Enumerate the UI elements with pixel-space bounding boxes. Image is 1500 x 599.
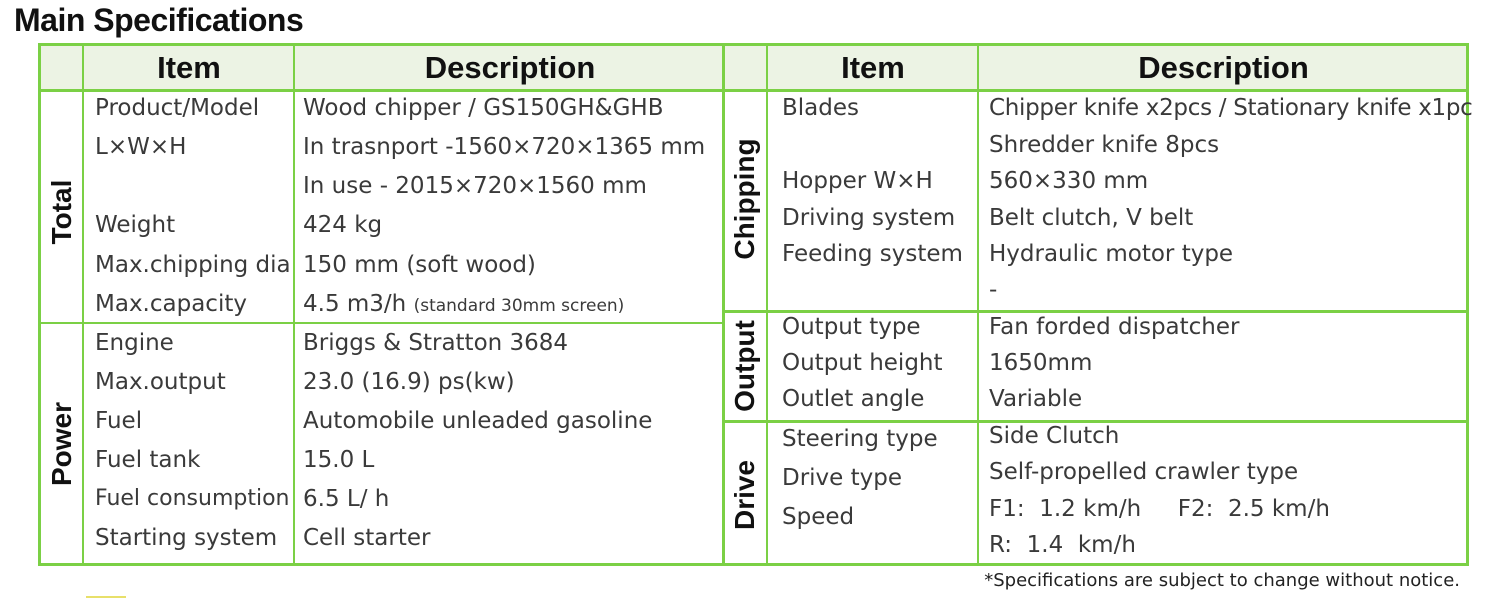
left-col-divider-1 (82, 46, 84, 564)
left-header-description: Description (424, 50, 596, 85)
page-title: Main Specifications (14, 2, 304, 38)
footnote: *Specifications are subject to change without notice. (984, 570, 1460, 591)
spec-desc: Variable (989, 386, 1083, 412)
spec-desc: In use - 2015×720×1560 mm (303, 173, 647, 199)
spec-desc-value: 4.5 m3/h (303, 291, 407, 317)
spec-item: Product/Model (95, 95, 260, 121)
spec-desc: 150 mm (soft wood) (303, 252, 536, 278)
spec-desc: Shredder knife 8pcs (989, 132, 1220, 158)
spec-desc-note: (standard 30mm screen) (413, 296, 625, 316)
spec-desc: Chipper knife x2pcs / Stationary knife x1pc (989, 95, 1473, 121)
section-label-power: Power (46, 401, 77, 487)
right-col-divider-1 (766, 46, 768, 564)
spec-item: L×W×H (95, 134, 187, 160)
left-header-divider (38, 89, 725, 92)
spec-item: Outlet angle (782, 386, 925, 412)
right-col-divider-2 (977, 46, 979, 564)
spec-item: Blades (782, 95, 859, 121)
section-label-total: Total (46, 179, 77, 245)
spec-item: Fuel consumption (95, 486, 290, 511)
spec-desc (303, 289, 624, 321)
spec-desc: Self-propelled crawler type (989, 459, 1299, 485)
spec-item: Feeding system (782, 241, 963, 267)
spec-desc: 560×330 mm (989, 168, 1149, 194)
right-header-item: Item (841, 50, 905, 85)
section-label-chipping: Chipping (729, 138, 760, 260)
spec-desc: Briggs & Stratton 3684 (303, 330, 569, 356)
spec-item: Output type (782, 314, 921, 340)
left-col-divider-2 (293, 46, 295, 564)
spec-item: Starting system (95, 525, 278, 551)
spec-item: Drive type (782, 465, 903, 491)
spec-desc: 424 kg (303, 212, 383, 238)
spec-item: Output height (782, 350, 943, 376)
left-header-item: Item (157, 50, 221, 85)
left-section-divider (38, 322, 725, 324)
spec-item: Engine (95, 330, 174, 356)
spec-desc: Hydraulic motor type (989, 241, 1234, 267)
spec-desc: Automobile unleaded gasoline (303, 408, 653, 434)
section-label-drive: Drive (729, 459, 760, 531)
spec-item: Fuel (95, 408, 143, 434)
spec-desc: Wood chipper / GS150GH&GHB (303, 95, 664, 121)
spec-item: Weight (95, 212, 176, 238)
spec-desc: 15.0 L (303, 447, 375, 473)
section-label-output: Output (729, 320, 760, 412)
spec-item: Hopper W×H (782, 168, 933, 194)
spec-desc: Side Clutch (989, 423, 1120, 449)
spec-item: Driving system (782, 205, 956, 231)
spec-desc: - (989, 277, 998, 303)
spec-desc: 23.0 (16.9) ps(kw) (303, 369, 515, 395)
spec-desc: F1: 1.2 km/h F2: 2.5 km/h (989, 496, 1330, 522)
spec-item: Speed (782, 504, 855, 530)
decorative-underline (86, 596, 126, 598)
spec-desc: Cell starter (303, 525, 431, 551)
spec-desc: 1650mm (989, 350, 1093, 376)
spec-desc: 6.5 L/ h (303, 486, 390, 512)
spec-desc: R: 1.4 km/h (989, 532, 1136, 558)
spec-desc: In trasnport -1560×720×1365 mm (303, 134, 706, 160)
right-header-divider (722, 89, 1469, 92)
spec-desc: Fan forded dispatcher (989, 314, 1240, 340)
right-header-description: Description (1138, 50, 1309, 85)
spec-item: Max.chipping dia (95, 252, 291, 278)
spec-item: Fuel tank (95, 447, 201, 473)
spec-desc: Belt clutch, V belt (989, 205, 1194, 231)
spec-item: Steering type (782, 426, 938, 452)
spec-item: Max.capacity (95, 291, 247, 317)
spec-item: Max.output (95, 369, 226, 395)
